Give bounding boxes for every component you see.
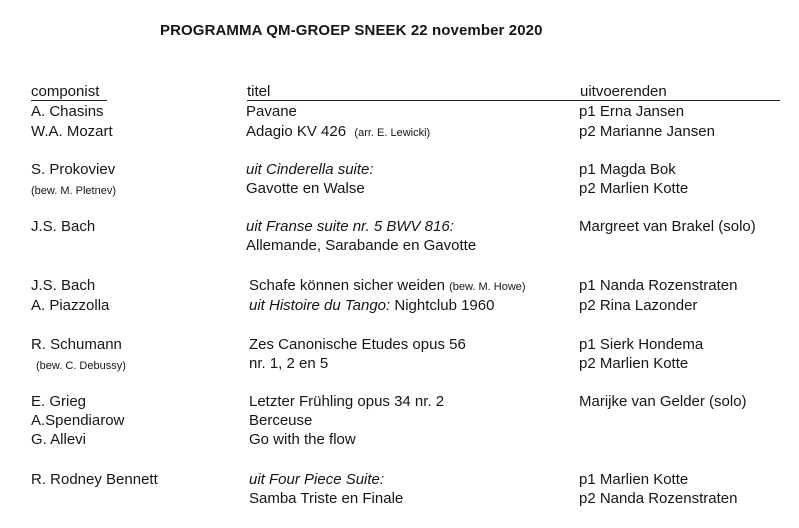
performer: p2 Marianne Jansen [579,123,715,140]
piece-title-text: Nightclub 1960 [394,297,495,314]
piece-title-text: Adagio KV 426 [246,123,347,140]
composer: A. Piazzolla [31,297,110,314]
piece-title: Letzter Frühling opus 34 nr. 2 [249,393,445,410]
performer: p1 Magda Bok [579,161,676,178]
arrangement-note: (bew. M. Howe) [449,281,526,293]
header-titel: titel [247,83,271,100]
performer: p2 Nanda Rozenstraten [579,490,738,507]
arrangement-note: (arr. E. Lewicki) [354,127,431,139]
piece-title: uit Four Piece Suite: [249,471,385,488]
piece-title: Zes Canonische Etudes opus 56 [249,336,466,353]
piece-title [249,297,494,315]
piece-title: uit Cinderella suite: [246,161,374,178]
piece-title: Pavane [246,103,297,120]
piece-title: Allemande, Sarabande en Gavotte [246,237,477,254]
composer: E. Grieg [31,393,87,410]
composer: J.S. Bach [31,218,96,235]
header-componist: componist [31,83,100,100]
performer: p2 Marlien Kotte [579,180,689,197]
piece-title-italic: uit Histoire du Tango: [249,297,391,314]
piece-title: nr. 1, 2 en 5 [249,355,329,372]
performer: Margreet van Brakel (solo) [579,218,756,235]
header-underline [247,100,780,101]
piece-title: Berceuse [249,412,313,429]
performer: p2 Marlien Kotte [579,355,689,372]
piece-title: Samba Triste en Finale [249,490,404,507]
header-underline-componist [31,100,107,101]
composer: R. Schumann [31,336,122,353]
performer: p1 Erna Jansen [579,103,685,120]
composer: A. Chasins [31,103,104,120]
piece-title: Gavotte en Walse [246,180,365,197]
piece-title-text: Schafe können sicher weiden [249,277,445,294]
piece-title [246,123,430,142]
composer: R. Rodney Bennett [31,471,158,488]
composer-arranger: (bew. M. Pletnev) [31,185,116,197]
composer: G. Allevi [31,431,87,448]
performer: Marijke van Gelder (solo) [579,393,747,410]
header-uitvoerenden: uitvoerenden [580,83,667,100]
composer: W.A. Mozart [31,123,113,140]
page-title: PROGRAMMA QM-GROEP SNEEK 22 november 2020 [160,22,543,39]
piece-title: uit Franse suite nr. 5 BWV 816: [246,218,454,235]
performer: p1 Nanda Rozenstraten [579,277,738,294]
composer: A.Spendiarow [31,412,125,429]
performer: p1 Marlien Kotte [579,471,689,488]
piece-title [249,277,526,296]
performer: p2 Rina Lazonder [579,297,698,314]
piece-title: Go with the flow [249,431,356,448]
performer: p1 Sierk Hondema [579,336,704,353]
composer-arranger: (bew. C. Debussy) [36,360,126,372]
composer: J.S. Bach [31,277,96,294]
composer: S. Prokoviev [31,161,116,178]
